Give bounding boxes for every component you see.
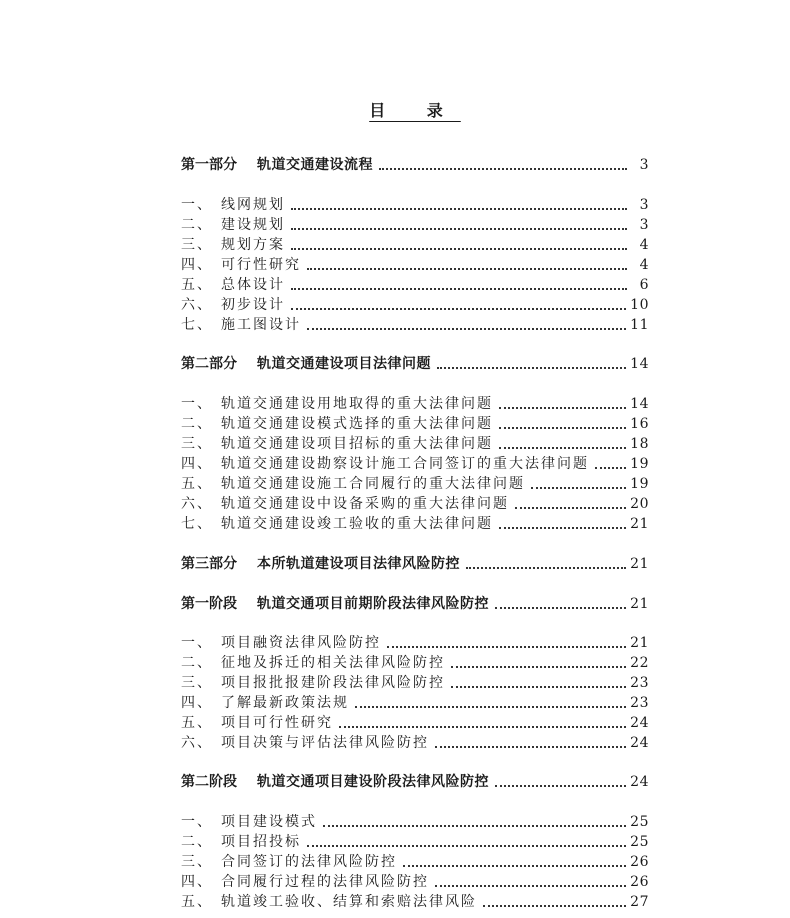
entry-page: 3 [639, 197, 649, 213]
entry-label: 征地及拆迁的相关法律风险防控 [221, 655, 445, 671]
toc-entry[interactable] [181, 733, 649, 753]
entry-number: 五、 [181, 277, 213, 293]
entry-label: 轨道交通建设项目法律问题 [257, 356, 431, 372]
toc-entry[interactable] [181, 832, 649, 852]
entry-number: 三、 [181, 237, 213, 253]
entry-number: 第一阶段 [181, 596, 237, 612]
dot-leader [387, 638, 626, 648]
entry-page: 23 [630, 675, 649, 691]
dot-leader [403, 857, 626, 867]
entry-page: 25 [630, 834, 649, 850]
dot-leader [595, 459, 626, 469]
entry-page: 24 [630, 735, 649, 751]
entry-number: 二、 [181, 655, 213, 671]
dot-leader [437, 359, 626, 369]
toc-entry[interactable] [181, 812, 649, 832]
dot-leader [291, 280, 627, 290]
entry-label: 轨道交通建设流程 [257, 157, 373, 173]
entry-label: 项目招投标 [221, 834, 301, 850]
dot-leader [339, 718, 626, 728]
entry-label: 合同签订的法律风险防控 [221, 854, 397, 870]
entry-label: 轨道交通建设项目招标的重大法律问题 [221, 436, 493, 452]
entry-page: 4 [639, 237, 649, 253]
toc-entry[interactable] [181, 255, 649, 275]
entry-label: 轨道交通建设勘察设计施工合同签订的重大法律问题 [221, 456, 589, 472]
dot-leader [435, 738, 626, 748]
entry-number: 四、 [181, 874, 213, 890]
entry-number: 六、 [181, 735, 213, 751]
entry-page: 20 [630, 496, 649, 512]
entry-label: 轨道交通建设模式选择的重大法律问题 [221, 416, 493, 432]
toc-entry[interactable] [181, 772, 649, 792]
entry-page: 25 [630, 814, 649, 830]
entry-page: 21 [630, 556, 649, 572]
entry-page: 27 [630, 894, 649, 910]
entry-number: 三、 [181, 854, 213, 870]
toc-entry[interactable] [181, 653, 649, 673]
entry-label: 规划方案 [221, 237, 285, 253]
toc-entry[interactable] [181, 673, 649, 693]
toc-entry[interactable] [181, 713, 649, 733]
entry-number: 五、 [181, 476, 213, 492]
entry-label: 建设规划 [221, 217, 285, 233]
entry-page: 21 [630, 596, 649, 612]
toc-entry[interactable] [181, 434, 649, 454]
entry-label: 轨道交通建设中设备采购的重大法律问题 [221, 496, 509, 512]
entry-label: 轨道交通建设用地取得的重大法律问题 [221, 396, 493, 412]
entry-number: 三、 [181, 675, 213, 691]
entry-label: 初步设计 [221, 297, 285, 313]
toc-entry[interactable] [181, 892, 649, 912]
dot-leader [435, 877, 626, 887]
entry-label: 轨道交通项目建设阶段法律风险防控 [257, 774, 489, 790]
entry-number: 五、 [181, 715, 213, 731]
entry-label: 轨道交通建设竣工验收的重大法律问题 [221, 516, 493, 532]
entry-page: 14 [630, 356, 649, 372]
entry-page: 19 [630, 476, 649, 492]
entry-label: 项目融资法律风险防控 [221, 635, 381, 651]
entry-label: 项目建设模式 [221, 814, 317, 830]
dot-leader [495, 777, 626, 787]
entry-page: 21 [630, 516, 649, 532]
toc-entry[interactable] [181, 594, 649, 614]
entry-number: 七、 [181, 317, 213, 333]
dot-leader [307, 837, 626, 847]
entry-label: 了解最新政策法规 [221, 695, 349, 711]
toc-entry[interactable] [181, 474, 649, 494]
entry-number: 四、 [181, 695, 213, 711]
toc-entry[interactable] [181, 235, 649, 255]
toc-entry[interactable] [181, 514, 649, 534]
entry-number: 二、 [181, 834, 213, 850]
entry-label: 项目报批报建阶段法律风险防控 [221, 675, 445, 691]
entry-label: 可行性研究 [221, 257, 301, 273]
dot-leader [515, 499, 626, 509]
entry-number: 第二部分 [181, 356, 237, 372]
entry-number: 六、 [181, 496, 213, 512]
entry-page: 16 [630, 416, 649, 432]
toc-entry[interactable] [181, 414, 649, 434]
entry-label: 本所轨道建设项目法律风险防控 [257, 556, 460, 572]
entry-page: 23 [630, 695, 649, 711]
entry-page: 3 [639, 217, 649, 233]
entry-number: 第二阶段 [181, 774, 237, 790]
dot-leader [451, 678, 626, 688]
dot-leader [466, 559, 626, 569]
entry-page: 22 [630, 655, 649, 671]
entry-label: 轨道交通项目前期阶段法律风险防控 [257, 596, 489, 612]
entry-number: 一、 [181, 396, 213, 412]
entry-page: 4 [639, 257, 649, 273]
entry-page: 24 [630, 774, 649, 790]
dot-leader [291, 240, 627, 250]
toc-entry[interactable] [181, 295, 649, 315]
entry-number: 第三部分 [181, 556, 237, 572]
entry-page: 6 [639, 277, 649, 293]
toc-entry[interactable] [181, 852, 649, 872]
dot-leader [499, 519, 626, 529]
dot-leader [323, 817, 626, 827]
entry-number: 二、 [181, 217, 213, 233]
toc-entry[interactable] [181, 195, 649, 215]
entry-page: 19 [630, 456, 649, 472]
entry-page: 3 [639, 157, 649, 173]
dot-leader [355, 698, 626, 708]
entry-label: 线网规划 [221, 197, 285, 213]
dot-leader [307, 260, 627, 270]
entry-number: 四、 [181, 257, 213, 273]
entry-number: 一、 [181, 635, 213, 651]
dot-leader [291, 300, 626, 310]
dot-leader [499, 399, 626, 409]
dot-leader [379, 160, 627, 170]
entry-page: 18 [630, 436, 649, 452]
entry-page: 24 [630, 715, 649, 731]
entry-number: 四、 [181, 456, 213, 472]
toc-entry[interactable] [181, 494, 649, 514]
toc-entry[interactable] [181, 872, 649, 892]
toc-entry[interactable] [181, 275, 649, 295]
entry-page: 26 [630, 854, 649, 870]
dot-leader [451, 658, 626, 668]
entry-number: 二、 [181, 416, 213, 432]
dot-leader [499, 439, 626, 449]
entry-page: 21 [630, 635, 649, 651]
entry-page: 11 [630, 317, 649, 333]
entry-label: 轨道竣工验收、结算和索赔法律风险 [221, 894, 477, 910]
toc-entry[interactable] [181, 693, 649, 713]
entry-label: 轨道交通建设施工合同履行的重大法律问题 [221, 476, 525, 492]
entry-number: 六、 [181, 297, 213, 313]
toc-entry[interactable] [181, 354, 649, 374]
toc-entry[interactable] [181, 633, 649, 653]
entry-label: 合同履行过程的法律风险防控 [221, 874, 429, 890]
entry-number: 五、 [181, 894, 213, 910]
entry-number: 一、 [181, 197, 213, 213]
entry-label: 总体设计 [221, 277, 285, 293]
dot-leader [499, 419, 626, 429]
toc-entry[interactable] [181, 215, 649, 235]
dot-leader [483, 897, 626, 907]
entry-label: 项目可行性研究 [221, 715, 333, 731]
entry-page: 10 [630, 297, 649, 313]
entry-page: 26 [630, 874, 649, 890]
dot-leader [291, 200, 627, 210]
dot-leader [291, 220, 627, 230]
dot-leader [307, 320, 626, 330]
entry-number: 一、 [181, 814, 213, 830]
toc-entry[interactable] [181, 155, 649, 175]
dot-leader [531, 479, 626, 489]
entry-number: 三、 [181, 436, 213, 452]
dot-leader [495, 599, 626, 609]
entry-label: 项目决策与评估法律风险防控 [221, 735, 429, 751]
entry-label: 施工图设计 [221, 317, 301, 333]
entry-number: 第一部分 [181, 157, 237, 173]
entry-page: 14 [630, 396, 649, 412]
entry-number: 七、 [181, 516, 213, 532]
toc-entry[interactable] [181, 554, 649, 574]
toc-title: 目 录 [369, 101, 461, 120]
toc-entry[interactable] [181, 394, 649, 414]
toc-entry[interactable] [181, 454, 649, 474]
toc-entry[interactable] [181, 315, 649, 335]
